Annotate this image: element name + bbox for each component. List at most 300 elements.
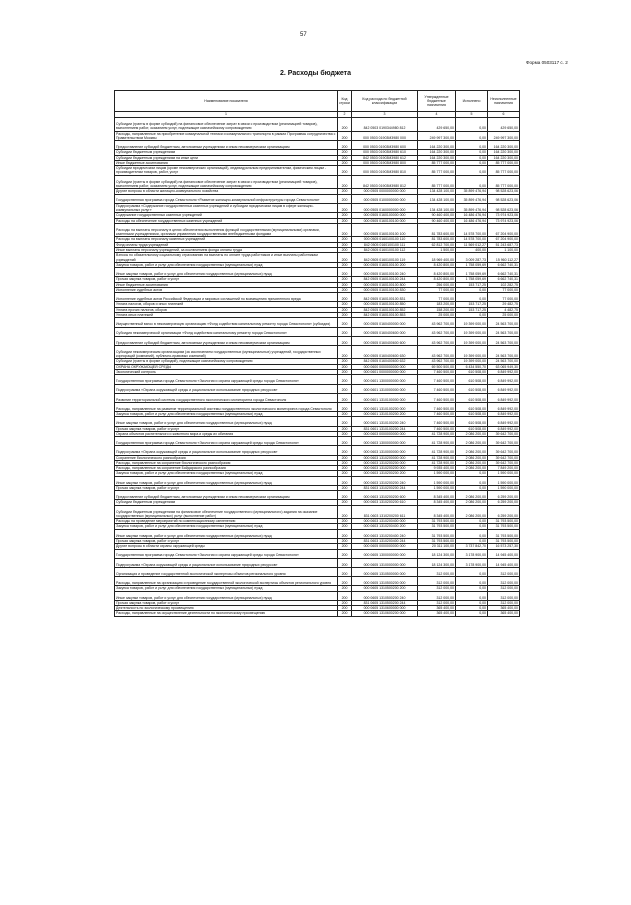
row-left: 6 849 992,00 bbox=[488, 417, 520, 426]
row-approved: 7 460 500,00 bbox=[418, 384, 456, 393]
row-kbk: 000 0505 0160400000 000 bbox=[352, 318, 418, 327]
row-approved: 8 345 400,00 bbox=[418, 500, 456, 505]
row-done: 0,00 bbox=[456, 519, 488, 524]
row-code: 200 bbox=[338, 476, 352, 485]
row-left: 39 642 700,00 bbox=[488, 446, 520, 455]
row-left: 4 482,75 bbox=[488, 307, 520, 312]
row-left: 164 220 300,00 bbox=[488, 155, 520, 160]
row-code: 200 bbox=[338, 336, 352, 345]
row-left: 312 000,00 bbox=[488, 577, 520, 586]
row-left: 6 849 992,00 bbox=[488, 402, 520, 411]
row-done: 0,00 bbox=[456, 485, 488, 490]
table-row bbox=[115, 118, 520, 132]
row-name: Государственная программа города Севастополя «Экология и охрана окружающей среды города Севастополя» bbox=[115, 375, 338, 384]
row-left: 73 974 923,06 bbox=[488, 213, 520, 218]
row-done: 0,00 bbox=[456, 591, 488, 600]
row-code: 200 bbox=[338, 218, 352, 223]
row-name: ОХРАНА ОКРУЖАЮЩЕЙ СРЕДЫ bbox=[115, 364, 338, 369]
row-approved: 41 728 900,00 bbox=[418, 431, 456, 436]
row-done: 0,00 bbox=[456, 175, 488, 189]
row-approved: 7 460 500,00 bbox=[418, 402, 456, 411]
row-left: 63 065 949,30 bbox=[488, 364, 520, 369]
row-name: Деятельность по экологическому просвещению bbox=[115, 606, 338, 611]
row-name: Иные закупки товаров, работ и услуг для обеспечения государственных (муниципальных) нужд bbox=[115, 417, 338, 426]
row-code: 200 bbox=[338, 248, 352, 253]
row-name: Прочая закупка товаров, работ и услуг bbox=[115, 600, 338, 605]
row-kbk: 000 0505 0160100100 200 bbox=[352, 262, 418, 267]
row-done: 0,00 bbox=[456, 293, 488, 302]
row-name: Уплата прочих налогов, сборов bbox=[115, 307, 338, 312]
row-code: 200 bbox=[338, 160, 352, 165]
row-code: 200 bbox=[338, 600, 352, 605]
row-kbk: 842 0503 01903M3980 612 bbox=[352, 155, 418, 160]
row-done: 153 717,25 bbox=[456, 282, 488, 287]
row-name: Субсидии бюджетным учреждениям на финансовое обеспечение государственного (муниципального) задания на оказание государственных (муниципальных) услуг (выполнение работ) bbox=[115, 505, 338, 519]
row-name: Подпрограмма «Охрана окружающей среды и рациональное использование природных ресурсов» bbox=[115, 384, 338, 393]
row-approved: 164 220 300,00 bbox=[418, 141, 456, 150]
row-name: Подпрограмма «Охрана окружающей среды и рациональное использование природных ресурсов» bbox=[115, 446, 338, 455]
row-code: 200 bbox=[338, 268, 352, 277]
row-done: 3 737 842,70 bbox=[456, 544, 488, 549]
row-name: Государственная программа города Севастополя «Развитие жилищно-коммунальной инфраструктуры города Севастополя» bbox=[115, 194, 338, 203]
table-row bbox=[115, 529, 520, 538]
row-approved: 1 500,00 bbox=[418, 248, 456, 253]
row-done: 0,00 bbox=[456, 131, 488, 141]
row-left: 6 662 740,31 bbox=[488, 268, 520, 277]
row-kbk: 000 0603 1310200200 240 bbox=[352, 476, 418, 485]
row-kbk: 000 0605 1310600200 000 bbox=[352, 611, 418, 616]
row-code: 200 bbox=[338, 491, 352, 500]
table-row bbox=[115, 417, 520, 426]
row-name: Уплата налогов, сборов и иных платежей bbox=[115, 302, 338, 307]
row-done: 610 508,00 bbox=[456, 412, 488, 417]
row-name: Иные бюджетные ассигнования bbox=[115, 160, 338, 165]
row-kbk: 000 0505 0160100000 000 bbox=[352, 213, 418, 218]
col-header-code: Код строки bbox=[338, 91, 352, 112]
row-left: 98 528 623,06 bbox=[488, 194, 520, 203]
row-code: 200 bbox=[338, 313, 352, 318]
row-done: 153 717,25 bbox=[456, 302, 488, 307]
table-row bbox=[115, 402, 520, 411]
row-name: Закупка товаров, работ и услуг для обеспечения государственных (муниципальных) нужд bbox=[115, 262, 338, 267]
row-left: 24 563 700,00 bbox=[488, 359, 520, 364]
table-row bbox=[115, 131, 520, 141]
row-name: Фонд оплаты труда учреждений bbox=[115, 242, 338, 247]
col-number: 4 bbox=[418, 112, 456, 118]
row-kbk: 000 0605 1310500200 200 bbox=[352, 586, 418, 591]
row-kbk: 000 0505 0160100100 850 bbox=[352, 302, 418, 307]
row-kbk: 831 0603 1310200400 244 bbox=[352, 538, 418, 543]
row-name: Расходы на выплаты персоналу казенных учреждений bbox=[115, 237, 338, 242]
row-code: 200 bbox=[338, 485, 352, 490]
row-left: 31 793 500,00 bbox=[488, 524, 520, 529]
row-kbk: 000 0603 1310200200 000 bbox=[352, 460, 418, 465]
row-done: 14 578 700,00 bbox=[456, 237, 488, 242]
row-code: 200 bbox=[338, 293, 352, 302]
row-left: 6 849 992,00 bbox=[488, 393, 520, 402]
row-kbk: 000 0505 0160000000 000 bbox=[352, 203, 418, 213]
table-row bbox=[115, 505, 520, 519]
row-left: 14 945 400,00 bbox=[488, 558, 520, 567]
row-code: 200 bbox=[338, 466, 352, 471]
row-code: 200 bbox=[338, 327, 352, 336]
row-code: 200 bbox=[338, 586, 352, 591]
row-approved: 7 460 500,00 bbox=[418, 370, 456, 375]
row-code: 200 bbox=[338, 426, 352, 431]
row-approved: 18 124 300,00 bbox=[418, 549, 456, 558]
row-approved: 77 000,00 bbox=[418, 288, 456, 293]
row-name: Иные закупки товаров, работ и услуг для обеспечения государственных (муниципальных) нужд bbox=[115, 476, 338, 485]
col-number: 1 bbox=[115, 112, 338, 118]
row-left: 39 642 700,00 bbox=[488, 431, 520, 436]
row-left: 1 590 000,00 bbox=[488, 485, 520, 490]
row-kbk: 842 0503 0190344980 812 bbox=[352, 118, 418, 132]
row-name: Охрана объектов растительного и животного мира и среды их обитания bbox=[115, 431, 338, 436]
table-row bbox=[115, 203, 520, 213]
row-left: 24 563 700,00 bbox=[488, 345, 520, 359]
row-approved: 90 460 400,00 bbox=[418, 218, 456, 223]
row-code: 200 bbox=[338, 460, 352, 465]
row-code: 200 bbox=[338, 253, 352, 263]
row-left: 312 000,00 bbox=[488, 586, 520, 591]
table-row bbox=[115, 558, 520, 567]
row-approved: 183 200,00 bbox=[418, 302, 456, 307]
row-kbk: 000 0505 0000000000 000 bbox=[352, 189, 418, 194]
row-approved: 43 962 700,00 bbox=[418, 318, 456, 327]
row-code: 200 bbox=[338, 519, 352, 524]
row-done: 610 508,00 bbox=[456, 426, 488, 431]
row-name: Исполнение судебных актов Российской Федерации и мировых соглашений по возмещению причиненного вреда bbox=[115, 293, 338, 302]
row-left: 102 282,75 bbox=[488, 282, 520, 287]
row-left: 7 849 200,00 bbox=[488, 466, 520, 471]
row-kbk: 842 0505 0160100100 244 bbox=[352, 277, 418, 282]
row-approved: 18 124 300,00 bbox=[418, 558, 456, 567]
row-kbk: 000 0505 0160100100 110 bbox=[352, 237, 418, 242]
row-left: 6 849 992,00 bbox=[488, 370, 520, 375]
row-code: 200 bbox=[338, 194, 352, 203]
row-kbk: 000 0605 1310600000 000 bbox=[352, 606, 418, 611]
row-left: 77 000,00 bbox=[488, 288, 520, 293]
row-approved: 158 200,00 bbox=[418, 307, 456, 312]
row-done: 2 086 200,00 bbox=[456, 466, 488, 471]
row-approved: 256 000,00 bbox=[418, 282, 456, 287]
row-left: 85 777 000,00 bbox=[488, 166, 520, 176]
row-name: Прочая закупка товаров, работ и услуг bbox=[115, 485, 338, 490]
row-done: 2 086 200,00 bbox=[456, 491, 488, 500]
row-done: 19 399 000,00 bbox=[456, 336, 488, 345]
table-row bbox=[115, 393, 520, 402]
row-approved: 312 000,00 bbox=[418, 586, 456, 591]
row-left: 85 777 000,00 bbox=[488, 175, 520, 189]
col-header-done: Исполнено bbox=[456, 91, 488, 112]
row-approved: 7 460 500,00 bbox=[418, 412, 456, 417]
row-done: 0,00 bbox=[456, 160, 488, 165]
table-row bbox=[115, 437, 520, 446]
row-kbk: 000 0503 01903M3980 000 bbox=[352, 131, 418, 141]
table-row bbox=[115, 611, 520, 616]
row-done: 2 086 200,00 bbox=[456, 500, 488, 505]
row-code: 200 bbox=[338, 393, 352, 402]
col-header-approved: Утвержденные бюджетные назначения bbox=[418, 91, 456, 112]
row-approved: 164 220 300,00 bbox=[418, 150, 456, 155]
row-approved: 31 793 500,00 bbox=[418, 519, 456, 524]
row-code: 200 bbox=[338, 288, 352, 293]
row-approved: 81 783 600,00 bbox=[418, 223, 456, 237]
row-code: 200 bbox=[338, 577, 352, 586]
col-number: 2 bbox=[338, 112, 352, 118]
row-kbk: 000 0603 1310200400 200 bbox=[352, 524, 418, 529]
row-kbk: 000 0605 1310000000 000 bbox=[352, 558, 418, 567]
row-approved: 31 793 500,00 bbox=[418, 529, 456, 538]
row-code: 200 bbox=[338, 375, 352, 384]
row-done: 3 178 900,00 bbox=[456, 558, 488, 567]
table-row bbox=[115, 476, 520, 485]
row-kbk: 831 0603 1310200200 244 bbox=[352, 485, 418, 490]
row-done: 2 086 200,00 bbox=[456, 437, 488, 446]
row-done: 35 899 476,94 bbox=[456, 203, 488, 213]
table-row bbox=[115, 327, 520, 336]
row-approved: 8 420 800,00 bbox=[418, 268, 456, 277]
row-kbk: 842 0505 0160100100 852 bbox=[352, 307, 418, 312]
row-code: 200 bbox=[338, 189, 352, 194]
row-kbk: 000 0605 1310500000 000 bbox=[352, 567, 418, 576]
table-row bbox=[115, 491, 520, 500]
row-kbk: 000 0503 01903M3980 610 bbox=[352, 150, 418, 155]
row-kbk: 000 0603 0000000000 000 bbox=[352, 431, 418, 436]
row-approved: 249 997 300,00 bbox=[418, 131, 456, 141]
row-left: 24 563 700,00 bbox=[488, 327, 520, 336]
row-name: Расходы на проведение мероприятий по компенсационному озеленению bbox=[115, 519, 338, 524]
row-done: 0,00 bbox=[456, 141, 488, 150]
row-kbk: 000 0505 0160100100 240 bbox=[352, 268, 418, 277]
row-left: 24 563 700,00 bbox=[488, 318, 520, 327]
row-left: 98 528 623,06 bbox=[488, 189, 520, 194]
row-name: Иные бюджетные ассигнования bbox=[115, 282, 338, 287]
row-name: Экологический контроль bbox=[115, 370, 338, 375]
row-done: 0,00 bbox=[456, 524, 488, 529]
table-row bbox=[115, 591, 520, 600]
row-code: 200 bbox=[338, 538, 352, 543]
row-approved: 43 962 700,00 bbox=[418, 336, 456, 345]
row-left: 164 220 300,00 bbox=[488, 150, 520, 155]
table-row bbox=[115, 318, 520, 327]
row-name: Подпрограмма «Содержание государственных казенных учреждений и субсидии юридическим лицам в сфере жилищно-коммунальных услуг» bbox=[115, 203, 338, 213]
row-code: 200 bbox=[338, 141, 352, 150]
row-done: 0,00 bbox=[456, 476, 488, 485]
row-approved: 41 728 900,00 bbox=[418, 460, 456, 465]
row-kbk: 000 0605 0000000000 000 bbox=[352, 544, 418, 549]
row-done: 0,00 bbox=[456, 600, 488, 605]
row-left: 1 590 000,00 bbox=[488, 471, 520, 476]
section-title: 2. Расходы бюджета bbox=[280, 70, 351, 77]
row-name: Субсидии (гранты в форме субсидий) на финансовое обеспечение затрат в связи с производством (реализацией товаров), выполнением работ, оказанием услуг, подлежащие казначейскому сопровождению bbox=[115, 118, 338, 132]
table-row bbox=[115, 253, 520, 263]
row-code: 200 bbox=[338, 307, 352, 312]
row-left: 39 642 700,00 bbox=[488, 460, 520, 465]
row-kbk: 000 0605 1310500200 240 bbox=[352, 591, 418, 600]
row-name: Иные закупки товаров, работ и услуг для обеспечения государственных (муниципальных) нужд bbox=[115, 268, 338, 277]
row-code: 200 bbox=[338, 242, 352, 247]
row-done: 0,00 bbox=[456, 529, 488, 538]
row-approved: 312 000,00 bbox=[418, 567, 456, 576]
row-done: 3 178 900,00 bbox=[456, 549, 488, 558]
row-approved: 7 460 500,00 bbox=[418, 426, 456, 431]
row-kbk: 000 0505 0160400600 600 bbox=[352, 336, 418, 345]
row-approved: 8 420 800,00 bbox=[418, 277, 456, 282]
row-name: Расходы, направленные на сохранение Байдарского разнообразия bbox=[115, 466, 338, 471]
row-code: 200 bbox=[338, 471, 352, 476]
row-kbk: 000 0603 1310200200 200 bbox=[352, 471, 418, 476]
table-row bbox=[115, 166, 520, 176]
row-name: Расходы, направленные на развитие территориальной системы государственного экологического мониторинга города Севастополя bbox=[115, 402, 338, 411]
row-done: 16 486 476,94 bbox=[456, 218, 488, 223]
row-left: 164 220 300,00 bbox=[488, 141, 520, 150]
expenses-table bbox=[114, 90, 520, 617]
row-name: Расходы, направленные на сохранение биологического разнообразия bbox=[115, 460, 338, 465]
row-kbk: 000 0505 0160100100 800 bbox=[352, 282, 418, 287]
row-code: 200 bbox=[338, 237, 352, 242]
row-approved: 7 460 500,00 bbox=[418, 417, 456, 426]
row-left: 67 204 900,00 bbox=[488, 237, 520, 242]
row-code: 200 bbox=[338, 213, 352, 218]
row-done: 610 508,00 bbox=[456, 370, 488, 375]
row-approved: 31 793 500,00 bbox=[418, 538, 456, 543]
row-approved: 85 777 000,00 bbox=[418, 166, 456, 176]
row-left: 25 000,00 bbox=[488, 313, 520, 318]
row-code: 200 bbox=[338, 277, 352, 282]
row-kbk: 831 0601 1310100200 244 bbox=[352, 426, 418, 431]
row-kbk: 831 0605 1310500200 244 bbox=[352, 600, 418, 605]
row-name: Организация и проведение государственной экологической экспертизы объектов регионального уровня bbox=[115, 567, 338, 576]
row-left: 6 259 200,00 bbox=[488, 491, 520, 500]
row-name: Субсидии юридическим лицам (кроме некоммерческих организаций), индивидуальным предпринимателям, физическим лицам - производителям товаров, работ, услуг bbox=[115, 166, 338, 176]
row-kbk: 000 0601 1310100000 000 bbox=[352, 393, 418, 402]
row-left: 6 662 740,31 bbox=[488, 277, 520, 282]
row-code: 200 bbox=[338, 431, 352, 436]
row-code: 200 bbox=[338, 524, 352, 529]
row-approved: 8 345 400,00 bbox=[418, 491, 456, 500]
col-number: 3 bbox=[352, 112, 418, 118]
table-row bbox=[115, 223, 520, 237]
row-left: 16 573 257,30 bbox=[488, 544, 520, 549]
row-done: 6 434 550,70 bbox=[456, 364, 488, 369]
row-code: 200 bbox=[338, 359, 352, 364]
row-name: Другие вопросы в области охраны окружающей среды bbox=[115, 544, 338, 549]
row-left: 6 849 992,00 bbox=[488, 412, 520, 417]
row-name: Расходы, направленные на организацию и проведение государственной экологической экспертизы объектов регионального уровня bbox=[115, 577, 338, 586]
col-header-left: Неисполненные назначения bbox=[488, 91, 520, 112]
row-name: Закупка товаров, работ и услуг для обеспечения государственных (муниципальных) нужд bbox=[115, 524, 338, 529]
row-name: Содержание государственных казенных учреждений bbox=[115, 213, 338, 218]
row-name: Субсидии (гранты в форме субсидий), подлежащие казначейскому сопровождению bbox=[115, 359, 338, 364]
row-approved: 1 590 000,00 bbox=[418, 471, 456, 476]
row-approved: 134 428 100,00 bbox=[418, 189, 456, 194]
row-done: 0,00 bbox=[456, 313, 488, 318]
row-code: 200 bbox=[338, 318, 352, 327]
row-approved: 1 590 000,00 bbox=[418, 476, 456, 485]
row-done: 0,00 bbox=[456, 150, 488, 155]
row-done: 1 758 059,69 bbox=[456, 262, 488, 267]
row-done: 35 899 476,94 bbox=[456, 194, 488, 203]
row-kbk: 000 0603 1310000000 000 bbox=[352, 446, 418, 455]
row-kbk: 000 0603 1310200200 600 bbox=[352, 491, 418, 500]
row-name: Прочая закупка товаров, работ и услуг bbox=[115, 277, 338, 282]
row-name: Иные закупки товаров, работ и услуг для обеспечения государственных (муниципальных) нужд bbox=[115, 591, 338, 600]
row-name: Расходы на выплаты персоналу в целях обеспечения выполнения функций государственными (муниципальными) органами, казенными учреждениями, органами управления государственными внебюджетными фондами bbox=[115, 223, 338, 237]
row-approved: 20 311 100,00 bbox=[418, 544, 456, 549]
row-approved: 90 460 400,00 bbox=[418, 213, 456, 218]
row-done: 610 508,00 bbox=[456, 402, 488, 411]
row-done: 1 758 059,69 bbox=[456, 277, 488, 282]
row-code: 200 bbox=[338, 611, 352, 616]
row-name: Расходы на обеспечение государственных казенных учреждений bbox=[115, 218, 338, 223]
row-approved: 25 000,00 bbox=[418, 313, 456, 318]
row-code: 200 bbox=[338, 302, 352, 307]
row-kbk: 000 0605 1300000000 000 bbox=[352, 549, 418, 558]
table-row bbox=[115, 336, 520, 345]
row-approved: 312 000,00 bbox=[418, 591, 456, 600]
row-name: Предоставление субсидий бюджетным, автономным учреждениям и иным некоммерческим организациям bbox=[115, 141, 338, 150]
table-row bbox=[115, 384, 520, 393]
row-kbk: 000 0603 1310200000 000 bbox=[352, 455, 418, 460]
row-name: Сохранение биологического разнообразия bbox=[115, 455, 338, 460]
row-done: 0,00 bbox=[456, 567, 488, 576]
row-approved: 62 812 700,00 bbox=[418, 242, 456, 247]
row-code: 200 bbox=[338, 529, 352, 538]
row-approved: 41 728 900,00 bbox=[418, 455, 456, 460]
row-name: Государственная программа города Севастополя «Экология и охрана окружающей среды города Севастополя» bbox=[115, 437, 338, 446]
row-done: 2 086 200,00 bbox=[456, 455, 488, 460]
row-name: Подпрограмма «Охрана окружающей среды и рациональное использование природных ресурсов» bbox=[115, 558, 338, 567]
row-done: 0,00 bbox=[456, 606, 488, 611]
row-kbk: 842 0503 01903M3980 812 bbox=[352, 175, 418, 189]
row-code: 200 bbox=[338, 118, 352, 132]
row-left: 15 960 112,27 bbox=[488, 253, 520, 263]
row-done: 400,00 bbox=[456, 248, 488, 253]
row-approved: 43 962 700,00 bbox=[418, 345, 456, 359]
row-left: 312 000,00 bbox=[488, 600, 520, 605]
row-name: Субсидии бюджетным учреждениям bbox=[115, 500, 338, 505]
row-name: Закупка товаров, работ и услуг для обеспечения государственных (муниципальных) нужд bbox=[115, 586, 338, 591]
row-done: 0,00 bbox=[456, 611, 488, 616]
row-kbk: 842 0505 0160100100 111 bbox=[352, 242, 418, 247]
row-approved: 31 793 500,00 bbox=[418, 524, 456, 529]
row-left: 98 528 623,06 bbox=[488, 203, 520, 213]
row-kbk: 000 0603 1310200200 000 bbox=[352, 466, 418, 471]
row-left: 6 259 200,00 bbox=[488, 505, 520, 519]
row-done: 153 717,25 bbox=[456, 307, 488, 312]
form-label: Форма 0503117 с. 2 bbox=[526, 60, 568, 65]
row-done: 35 899 476,94 bbox=[456, 189, 488, 194]
row-name: Закупка товаров, работ и услуг для обеспечения государственных (муниципальных) нужд bbox=[115, 412, 338, 417]
row-code: 200 bbox=[338, 402, 352, 411]
row-approved: 8 420 800,00 bbox=[418, 262, 456, 267]
row-approved: 134 428 100,00 bbox=[418, 203, 456, 213]
row-done: 0,00 bbox=[456, 538, 488, 543]
row-left: 67 204 900,00 bbox=[488, 223, 520, 237]
table-row bbox=[115, 446, 520, 455]
row-kbk: 000 0601 0000000000 000 bbox=[352, 370, 418, 375]
row-left: 249 997 300,00 bbox=[488, 131, 520, 141]
row-approved: 164 220 300,00 bbox=[418, 155, 456, 160]
row-code: 200 bbox=[338, 223, 352, 237]
table-row bbox=[115, 268, 520, 277]
row-kbk: 842 0505 0160100100 853 bbox=[352, 313, 418, 318]
row-left: 6 849 992,00 bbox=[488, 384, 520, 393]
row-code: 200 bbox=[338, 203, 352, 213]
row-approved: 69 500 500,00 bbox=[418, 364, 456, 369]
row-kbk: 000 0505 0160100100 100 bbox=[352, 223, 418, 237]
